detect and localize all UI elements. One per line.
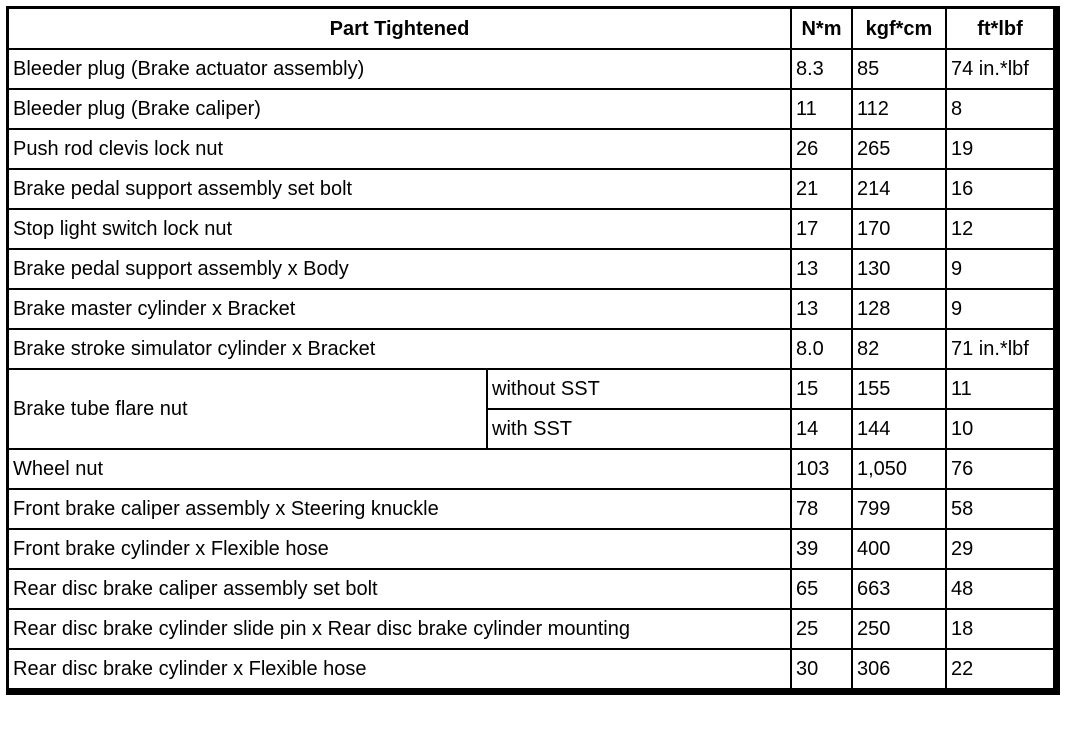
kgf-cell: 128 xyxy=(852,289,946,329)
kgf-cell: 400 xyxy=(852,529,946,569)
header-ft: ft*lbf xyxy=(946,9,1053,49)
ft-cell: 11 xyxy=(946,369,1053,409)
kgf-cell: 82 xyxy=(852,329,946,369)
header-nm: N*m xyxy=(791,9,852,49)
nm-cell: 103 xyxy=(791,449,852,489)
nm-cell: 8.3 xyxy=(791,49,852,89)
ft-cell: 8 xyxy=(946,89,1053,129)
table-row xyxy=(9,489,1053,529)
part-cell: Rear disc brake cylinder x Flexible hose xyxy=(9,649,791,688)
ft-cell: 19 xyxy=(946,129,1053,169)
ft-cell: 29 xyxy=(946,529,1053,569)
kgf-cell: 265 xyxy=(852,129,946,169)
torque-spec-table-frame xyxy=(6,6,1060,695)
nm-cell: 30 xyxy=(791,649,852,688)
header-row xyxy=(9,9,1053,49)
table-row xyxy=(9,649,1053,688)
kgf-cell: 214 xyxy=(852,169,946,209)
table-row xyxy=(9,289,1053,329)
ft-cell: 58 xyxy=(946,489,1053,529)
ft-cell: 74 in.*lbf xyxy=(946,49,1053,89)
kgf-cell: 799 xyxy=(852,489,946,529)
ft-cell: 16 xyxy=(946,169,1053,209)
nm-cell: 13 xyxy=(791,249,852,289)
table-row xyxy=(9,209,1053,249)
nm-cell: 13 xyxy=(791,289,852,329)
header-kgf: kgf*cm xyxy=(852,9,946,49)
part-cell: Front brake caliper assembly x Steering knuckle xyxy=(9,489,791,529)
part-cell: Wheel nut xyxy=(9,449,791,489)
table-row xyxy=(9,609,1053,649)
part-cell: Brake tube flare nut xyxy=(9,369,487,449)
condition-cell: with SST xyxy=(487,409,791,449)
ft-cell: 9 xyxy=(946,289,1053,329)
ft-cell: 9 xyxy=(946,249,1053,289)
kgf-cell: 170 xyxy=(852,209,946,249)
ft-cell: 12 xyxy=(946,209,1053,249)
part-cell: Push rod clevis lock nut xyxy=(9,129,791,169)
table-row xyxy=(9,129,1053,169)
nm-cell: 21 xyxy=(791,169,852,209)
kgf-cell: 1,050 xyxy=(852,449,946,489)
table-row xyxy=(9,249,1053,289)
kgf-cell: 130 xyxy=(852,249,946,289)
kgf-cell: 144 xyxy=(852,409,946,449)
part-cell: Bleeder plug (Brake actuator assembly) xyxy=(9,49,791,89)
table-row xyxy=(9,169,1053,209)
part-cell: Front brake cylinder x Flexible hose xyxy=(9,529,791,569)
kgf-cell: 112 xyxy=(852,89,946,129)
torque-spec-table xyxy=(9,9,1053,688)
condition-cell: without SST xyxy=(487,369,791,409)
table-row xyxy=(9,369,1053,409)
part-cell: Brake stroke simulator cylinder x Bracket xyxy=(9,329,791,369)
part-cell: Rear disc brake caliper assembly set bolt xyxy=(9,569,791,609)
nm-cell: 15 xyxy=(791,369,852,409)
kgf-cell: 306 xyxy=(852,649,946,688)
ft-cell: 22 xyxy=(946,649,1053,688)
nm-cell: 11 xyxy=(791,89,852,129)
header-part: Part Tightened xyxy=(9,9,791,49)
nm-cell: 65 xyxy=(791,569,852,609)
ft-cell: 48 xyxy=(946,569,1053,609)
nm-cell: 14 xyxy=(791,409,852,449)
table-row xyxy=(9,529,1053,569)
kgf-cell: 85 xyxy=(852,49,946,89)
table-row xyxy=(9,569,1053,609)
table-row xyxy=(9,49,1053,89)
part-cell: Bleeder plug (Brake caliper) xyxy=(9,89,791,129)
part-cell: Stop light switch lock nut xyxy=(9,209,791,249)
kgf-cell: 663 xyxy=(852,569,946,609)
nm-cell: 17 xyxy=(791,209,852,249)
table-row xyxy=(9,89,1053,129)
ft-cell: 76 xyxy=(946,449,1053,489)
table-row xyxy=(9,329,1053,369)
table-row xyxy=(9,449,1053,489)
part-cell: Brake master cylinder x Bracket xyxy=(9,289,791,329)
ft-cell: 10 xyxy=(946,409,1053,449)
ft-cell: 71 in.*lbf xyxy=(946,329,1053,369)
part-cell: Brake pedal support assembly x Body xyxy=(9,249,791,289)
nm-cell: 25 xyxy=(791,609,852,649)
nm-cell: 26 xyxy=(791,129,852,169)
nm-cell: 8.0 xyxy=(791,329,852,369)
part-cell: Brake pedal support assembly set bolt xyxy=(9,169,791,209)
ft-cell: 18 xyxy=(946,609,1053,649)
part-cell: Rear disc brake cylinder slide pin x Rear disc brake cylinder mounting xyxy=(9,609,791,649)
kgf-cell: 250 xyxy=(852,609,946,649)
kgf-cell: 155 xyxy=(852,369,946,409)
nm-cell: 39 xyxy=(791,529,852,569)
nm-cell: 78 xyxy=(791,489,852,529)
